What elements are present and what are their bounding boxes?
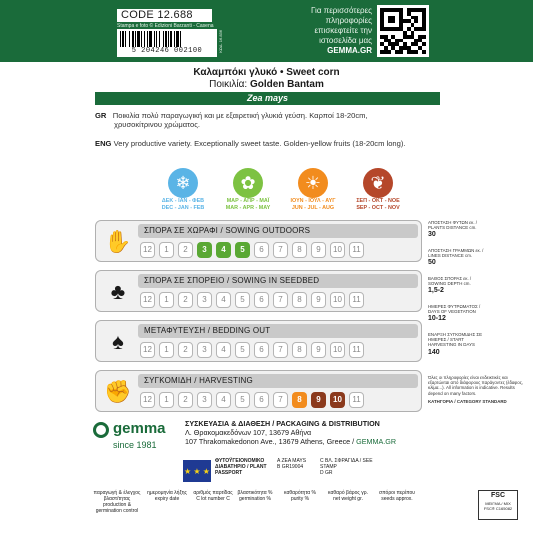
month-cell: 3 [197, 342, 212, 358]
footer-label: ημερομηνία λήξης expiry date [147, 490, 187, 502]
month-cell: 10 [330, 342, 345, 358]
description-eng [95, 139, 406, 148]
spec-value: 140 [428, 348, 440, 356]
season-label-gr: ΜΑΡ - ΑΠΡ - ΜΑΪ [226, 198, 270, 204]
spec-label: ΑΠΟΣΤΑΣΗ ΓΡΑΜΜΩΝ εκ. / LINES DISTANCE cm. [428, 248, 484, 259]
month-cell: 11 [349, 342, 364, 358]
print-note: Stampa e foto © Edizioni Barzanti - Casena [117, 23, 214, 29]
activity-label: ΜΕΤΑΦΥΤΕΥΣΗ / BEDDING OUT [138, 324, 418, 338]
spec-item [428, 304, 528, 323]
qr-caption-line: πληροφορίες [325, 16, 372, 25]
month-cell-active: 10 [330, 392, 345, 408]
sun-icon: ☀ [298, 168, 328, 198]
month-cell: 4 [216, 342, 231, 358]
month-cell: 6 [254, 342, 269, 358]
month-cell: 6 [254, 292, 269, 308]
footer-label: βλαστικότητα % germination % [237, 490, 273, 502]
leaf-icon: ❦ [363, 168, 393, 198]
logo-since: since 1981 [113, 440, 157, 450]
season-label-en: JUN - JUL - AUG [291, 205, 335, 211]
snowflake-icon: ❄ [168, 168, 198, 198]
season-label-en: MAR - APR - MAY [225, 205, 271, 211]
season-label-en: SEP - OCT - NOV [356, 205, 400, 211]
month-cell: 5 [235, 292, 250, 308]
qr-caption-line: ιστοσελίδα μας [319, 36, 372, 45]
month-cell: 11 [349, 292, 364, 308]
gr-text-cont: χρυσοκίτρινου χρώματος. [114, 120, 201, 129]
variety-prefix: Ποικιλία: [209, 79, 248, 90]
month-cell: 8 [292, 292, 307, 308]
fsc-code: FSC® C165082 [483, 506, 513, 511]
qr-caption-line: Για περισσότερες [310, 6, 372, 15]
company-line-1: ΣΥΣΚΕΥΑΣΙΑ & ΔΙΑΘΕΣΗ / PACKAGING & DISTRIBUTION [185, 419, 380, 428]
lang-tag-gr: GR [95, 111, 107, 120]
month-cell: 11 [349, 242, 364, 258]
barcode [117, 29, 217, 57]
fsc-logo [478, 490, 518, 520]
logo-ring-icon [93, 422, 109, 438]
month-cell: 7 [273, 342, 288, 358]
category-text: ΚΑΤΗΓΟΡΙΑ / CATEGORY STANDARD [428, 398, 507, 404]
barcode-number: 5 204246 002100 [131, 47, 203, 55]
month-cell: 9 [311, 242, 326, 258]
harvest-hand-icon: ✊ [104, 379, 132, 404]
planting-calendar [95, 220, 422, 415]
gemma-logo [93, 420, 193, 456]
address-en: 107 Thrakomakedonon Ave., 13679 Athens, Greece / [185, 437, 357, 446]
season-label-gr: ΔΕΚ - ΙΑΝ - ΦΕΒ [161, 198, 205, 204]
month-cell: 2 [178, 292, 193, 308]
spec-value: 30 [428, 231, 436, 239]
lang-tag-eng: ENG [95, 139, 112, 148]
month-cell: 6 [254, 392, 269, 408]
latin-name-bar: Zea mays [95, 92, 440, 105]
spec-item [428, 332, 528, 357]
month-cell-active: 5 [235, 242, 250, 258]
spec-value: 1,5-2 [428, 287, 444, 295]
footer-label: παραγωγή & έλεγχος βλαστ/τητας production & germination control [93, 490, 141, 514]
season-item [288, 168, 338, 212]
barcode-bars [120, 31, 214, 47]
month-strip [140, 342, 364, 358]
spec-value: 10-12 [428, 315, 446, 323]
calendar-row [95, 320, 422, 362]
pp-a: A ZEA MAYS [277, 458, 307, 464]
seedbed-tray-icon: ♣ [110, 279, 126, 304]
company-line-2: Λ. Θρακομακεδόνων 107, 13679 Αθήνα [185, 428, 312, 437]
month-cell: 7 [273, 242, 288, 258]
spec-item [428, 248, 528, 267]
month-cell: 5 [235, 392, 250, 408]
spec-label: ΒΑΘΟΣ ΣΠΟΡΑΣ εκ. / SOWING DEPTH cm. [428, 276, 472, 287]
english-name: Sweet corn [286, 67, 340, 78]
kod-code: ΚΩΔ. 16.836 [218, 30, 223, 53]
month-cell: 3 [197, 392, 212, 408]
month-cell: 1 [159, 242, 174, 258]
seedling-icon: ♠ [112, 329, 124, 354]
month-cell: 12 [140, 392, 155, 408]
logo-name: gemma [113, 420, 166, 437]
month-strip [140, 392, 364, 408]
qr-site-link[interactable]: GEMMA.GR [327, 46, 372, 55]
product-code: CODE 12.688 [117, 9, 212, 22]
month-cell: 3 [197, 292, 212, 308]
season-item [158, 168, 208, 212]
barcode-bar [181, 31, 183, 47]
eu-flag-icon: ★ ★ ★ [183, 460, 211, 482]
month-cell: 4 [216, 292, 231, 308]
month-cell: 11 [349, 392, 364, 408]
footer-label: σπόροι περίπου seeds approx. [379, 490, 415, 502]
month-cell: 7 [273, 292, 288, 308]
footer-label: αριθμός παρτίδας C lot number C [193, 490, 233, 502]
month-cell-active: 9 [311, 392, 326, 408]
spec-label: ΕΝΑΡΞΗ ΣΥΓΚΟΜΙΔΗΣ ΣΕ ΗΜΕΡΕΣ / START HARVESTING IN DAYS [428, 332, 483, 348]
greek-name: Καλαμπόκι γλυκό [193, 67, 278, 78]
pp-b: B GR19004 [277, 464, 304, 470]
fsc-mark: FSC [491, 492, 505, 499]
pp-c: C ΒΛ. ΣΦΡΑΓΙΔΑ / SEE STAMP [320, 458, 373, 470]
month-strip [140, 292, 364, 308]
spec-label: ΑΠΟΣΤΑΣΗ ΦΥΤΩΝ εκ. / PLANTS DISTANCE cm. [428, 220, 477, 231]
notice-box [428, 375, 528, 404]
plant-passport-title: ΦΥΤΟΫΓΕΙΟΝΟΜΙΚΟ ΔΙΑΒΑΤΗΡΙΟ / PLANT PASSPORT [215, 458, 267, 476]
month-cell: 8 [292, 342, 307, 358]
company-site-link[interactable]: GEMMA.GR [356, 437, 397, 446]
activity-label: ΣΠΟΡΑ ΣΕ ΧΩΡΑΦΙ / SOWING OUTDOORS [138, 224, 418, 238]
month-strip [140, 242, 364, 258]
season-label-en: DEC - JAN - FEB [161, 205, 205, 211]
month-cell: 1 [159, 392, 174, 408]
header-bar [0, 0, 533, 62]
flower-icon: ✿ [233, 168, 263, 198]
month-cell: 1 [159, 342, 174, 358]
season-item [223, 168, 273, 212]
calendar-row [95, 270, 422, 312]
season-label-gr: ΙΟΥΝ - ΙΟΥΛ - ΑΥΓ [290, 198, 336, 204]
month-cell: 10 [330, 242, 345, 258]
month-cell: 12 [140, 342, 155, 358]
product-name: Καλαμπόκι γλυκό • Sweet corn [193, 67, 340, 78]
month-cell: 4 [216, 392, 231, 408]
footer [93, 452, 523, 532]
pp-d: D GR [320, 470, 333, 476]
calendar-row [95, 220, 422, 262]
month-cell-active: 8 [292, 392, 307, 408]
month-cell: 2 [178, 392, 193, 408]
footer-label: καθαρότητα % purity % [284, 490, 316, 502]
qr-caption [262, 6, 372, 56]
fsc-sub: ΜΕΙΓΜΑ / MIX [485, 501, 511, 506]
month-cell: 6 [254, 242, 269, 258]
month-cell: 9 [311, 342, 326, 358]
month-cell: 8 [292, 242, 307, 258]
variety-name: Golden Bantam [249, 79, 324, 90]
company-line-3 [185, 437, 396, 446]
activity-label: ΣΠΟΡΑ ΣΕ ΣΠΟΡΕΙΟ / SOWING IN SEEDBED [138, 274, 418, 288]
month-cell: 2 [178, 342, 193, 358]
footer-label: καθαρό βάρος γρ. net weight gr. [328, 490, 368, 502]
calendar-row [95, 370, 422, 412]
spec-label: ΗΜΕΡΕΣ ΦΥΤΡΩΜΑΤΟΣ / DAYS OF VEGETATION [428, 304, 481, 315]
month-cell: 12 [140, 292, 155, 308]
qr-caption-line: επισκεφτείτε την [314, 26, 372, 35]
season-item [353, 168, 403, 212]
plant-passport-cd [320, 458, 380, 476]
season-label-gr: ΣΕΠ - ΟΚΤ - ΝΟΕ [356, 198, 400, 204]
spec-value: 50 [428, 259, 436, 267]
variety-line [0, 79, 533, 90]
month-cell: 2 [178, 242, 193, 258]
month-cell: 1 [159, 292, 174, 308]
month-cell: 9 [311, 292, 326, 308]
notice-text: Όλες οι πληροφορίες είναι ενδεικτικές και εξαρτώνται από διάφορους παράγοντες (έδαφος, κλίμα...). All information is indicative. Results depend on many factors. [428, 375, 524, 396]
month-cell-active: 3 [197, 242, 212, 258]
plant-passport-ab [277, 458, 319, 470]
qr-code-icon[interactable] [377, 5, 429, 57]
season-legend [158, 168, 418, 218]
activity-label: ΣΥΓΚΟΜΙΔΗ / HARVESTING [138, 374, 418, 388]
qr-module [422, 50, 426, 54]
eng-text: Very productive variety. Exceptionally sweet taste. Golden-yellow fruits (18-20cm long). [113, 139, 406, 148]
month-cell: 12 [140, 242, 155, 258]
month-cell: 5 [235, 342, 250, 358]
spec-item [428, 276, 528, 295]
description-gr [95, 111, 368, 129]
month-cell: 7 [273, 392, 288, 408]
month-cell: 10 [330, 292, 345, 308]
spec-item [428, 220, 528, 239]
month-cell-active: 4 [216, 242, 231, 258]
gr-text: Ποικιλία πολύ παραγωγική και με εξαιρετική γλυκιά γεύση. Καρποί 18-20cm, [112, 111, 368, 120]
sowing-hand-icon: ✋ [104, 229, 132, 254]
